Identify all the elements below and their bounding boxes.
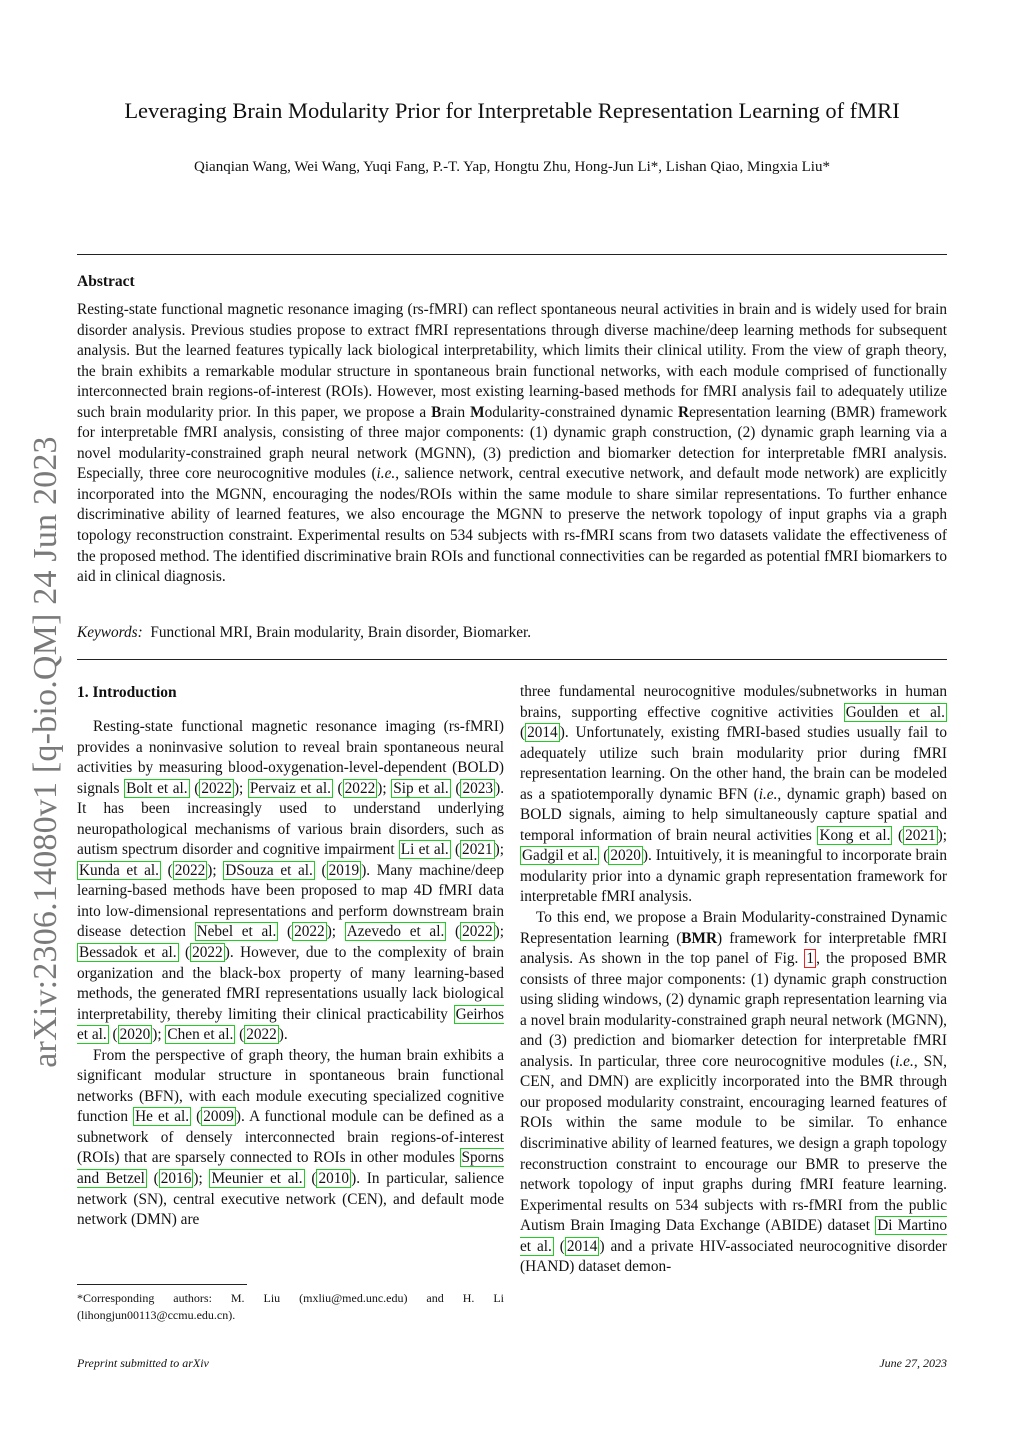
citation-link[interactable]: Bolt et al. [126, 779, 188, 797]
citation-link[interactable]: Geirhos et al. [77, 1005, 504, 1044]
citation-link[interactable]: Sip et al. [393, 779, 449, 797]
citation-link[interactable]: Sporns and Betzel [77, 1149, 504, 1188]
citation-year-link[interactable]: 2009 [203, 1108, 234, 1126]
citation-year-link[interactable]: 2020 [610, 847, 641, 865]
citation-link[interactable]: He et al. [135, 1108, 190, 1126]
citation-year-link[interactable]: 2014 [566, 1237, 598, 1255]
citation-link[interactable]: DSouza et al. [225, 861, 313, 879]
top-rule [77, 254, 947, 255]
keywords: Keywords: Functional MRI, Brain modularity, Brain disorder, Biomarker. [77, 624, 532, 641]
section-heading-introduction: 1. Introduction [77, 684, 177, 701]
intro-paragraph-1: Resting-state functional magnetic resonance imaging (rs-fMRI) provides a noninvasive solution to reveal brain spontaneous neural activities by measuring blood-oxygenation-level-dependent (BOLD) signals Bolt et al. ( 2022 ); Pervaiz et al. ( 2022 ); Sip et al. ( 2023 ). It has been increasingly used to understand underlying neuropathological mechanisms of various brain disorders, such as autism spectrum disorder and cognitive impairment Li et al. ( 2021 ); Kunda et al. ( 2022 ); DSouza et al. ( 2019 ). Many machine/deep learning-based methods have been proposed to map 4D fMRI data into low-dimensional representations and perform downstream brain disease detection Nebel et al. ( 2022 ); Azevedo et al. ( 2022 ); Bessadok et al. ( 2022 ). However, due to the complexity of brain organization and the black-box property of many learning-based methods, the generated fMRI representations usually lack biological interpretability, thereby limiting their clinical practicability Geirhos et al. ( 2020 ); Chen et al. ( 2022 ). [77, 718, 505, 1044]
author-list: Qianqian Wang, Wei Wang, Yuqi Fang, P.-T. Yap, Hongtu Zhu, Hong-Jun Li*, Lishan Qiao, Mingxia Liu* [194, 159, 830, 175]
abstract-heading: Abstract [77, 273, 135, 290]
citation-year-link[interactable]: 2020 [119, 1026, 151, 1044]
citation-year-link[interactable]: 2022 [192, 944, 223, 962]
citation-year-link[interactable]: 2022 [201, 779, 232, 797]
citation-link[interactable]: Goulden et al. [845, 703, 945, 721]
citation-link[interactable]: Gadgil et al. [522, 847, 598, 865]
citation-link[interactable]: Li et al. [400, 841, 449, 859]
left-column [77, 682, 504, 1231]
citation-link[interactable]: Kunda et al. [79, 861, 159, 879]
bottom-rule [77, 659, 947, 660]
figure-reference-link[interactable]: 1 [806, 950, 815, 968]
citation-year-link[interactable]: 2010 [318, 1170, 350, 1188]
citation-year-link[interactable]: 2022 [246, 1026, 277, 1044]
footer-preprint-note: Preprint submitted to arXiv [77, 1356, 209, 1370]
citation-link[interactable]: Bessadok et al. [79, 944, 177, 962]
citation-year-link[interactable]: 2016 [160, 1170, 192, 1188]
citation-year-link[interactable]: 2023 [462, 779, 494, 797]
footnote-rule [77, 1284, 247, 1285]
abstract-text: Resting-state functional magnetic resonance imaging (rs-fMRI) can reflect spontaneous neural activities in brain and is widely used for brain disorder analysis. Previous studies propose to extract fMRI representations through diverse machine/deep learning methods for subsequent analysis. But the learned features typically lack biological interpretability, which limits their clinical utility. From the view of graph theory, the brain exhibits a remarkable modular structure in spontaneous brain functional networks, with each module comprised of functionally interconnected brain regions-of-interest (ROIs). However, most existing learning-based methods for fMRI analysis fail to adequately utilize such brain modularity prior. In this paper, we propose a Brain Modularity-constrained dynamic Representation learning (BMR) framework for interpretable fMRI analysis, consisting of three major components: (1) dynamic graph construction, (2) dynamic graph learning via a novel modularity-constrained graph neural network (MGNN), (3) prediction and biomarker detection for interpretable fMRI analysis. Especially, three core neurocognitive modules (i.e., salience network, central executive network, and default mode network) are explicitly incorporated into the MGNN, encouraging the nodes/ROIs within the same module to share similar representations. To further enhance discriminative ability of learned features, we also encourage the MGNN to preserve the network topology of input graphs via a graph topology reconstruction constraint. Experimental results on 534 subjects with rs-fMRI scans from two datasets validate the effectiveness of the proposed method. The identified discriminative brain ROIs and functional connectivities can be regarded as potential fMRI biomarkers to aid in clinical diagnosis. [77, 301, 948, 586]
right-column [520, 682, 947, 1278]
footnote-corresponding-authors: *Corresponding authors: M. Liu (mxliu@med.unc.edu) and H. Li (lihongjun00113@ccmu.edu.cn). [77, 1291, 504, 1322]
paper-title: Leveraging Brain Modularity Prior for Interpretable Representation Learning of fMRI [124, 98, 900, 123]
citation-year-link[interactable]: 2022 [344, 779, 376, 797]
intro-paragraph-2-continued: three fundamental neurocognitive modules/subnetworks in human brains, supporting effective cognitive activities Goulden et al. ( 2014 ). Unfortunately, existing fMRI-based studies usually fail to adequately utilize such brain modularity prior during fMRI representation learning. On the other hand, the brain can be modeled as a spatiotemporally dynamic BFN (i.e., dynamic graph) based on BOLD signals, aiming to help simultaneously capture spatial and temporal information of brain neural activities Kong et al. ( 2021 ); Gadgil et al. ( 2020 ). Intuitively, it is meaningful to incorporate brain modularity prior into a dynamic graph representation framework for interpretable fMRI analysis. [520, 683, 948, 906]
citation-year-link[interactable]: 2021 [905, 826, 936, 844]
footer-date: June 27, 2023 [879, 1356, 947, 1370]
citation-year-link[interactable]: 2014 [527, 724, 558, 742]
citation-link[interactable]: Chen et al. [167, 1026, 234, 1044]
citation-year-link[interactable]: 2021 [462, 841, 493, 859]
intro-paragraph-3: To this end, we propose a Brain Modularity-constrained Dynamic Representation learning (BMR) framework for interpretable fMRI analysis. As shown in the top panel of Fig. 1 , the proposed BMR consists of three major components: (1) dynamic graph construction using sliding windows, (2) dynamic graph representation learning via a novel brain modularity-constrained graph neural network (MGNN), and (3) prediction and biomarker detection for interpretable fMRI analysis. In particular, three core neurocognitive modules (i.e., SN, CEN, and DMN) are explicitly incorporated into the BMR through our proposed modularity constraint, encouraging learned features of ROIs within the same module to be similar. To enhance discriminative ability of learned features, we design a graph topology reconstruction constraint to encourage our BMR to preserve the network topology of input graphs during fMRI feature learning. Experimental results on 534 subjects with rs-fMRI from the public Autism Brain Imaging Data Exchange (ABIDE) dataset Di Martino et al. ( 2014 ) and a private HIV-associated neurocognitive disorder (HAND) dataset demon- [520, 909, 948, 1276]
citation-link[interactable]: Kong et al. [819, 826, 891, 844]
citation-link[interactable]: Pervaiz et al. [249, 779, 331, 797]
citation-year-link[interactable]: 2022 [294, 923, 325, 941]
citation-year-link[interactable]: 2019 [328, 861, 360, 879]
citation-year-link[interactable]: 2022 [174, 861, 206, 879]
citation-link[interactable]: Di Martino et al. [520, 1217, 947, 1255]
citation-link[interactable]: Meunier et al. [211, 1170, 303, 1188]
citation-link[interactable]: Azevedo et al. [346, 923, 445, 941]
citation-year-link[interactable]: 2022 [462, 923, 493, 941]
citation-link[interactable]: Nebel et al. [196, 923, 277, 941]
intro-paragraph-2: From the perspective of graph theory, the human brain exhibits a significant modular structure in spontaneous brain functional networks (BFN), with each module executing specialized cognitive function He et al. ( 2009 ). A functional module can be defined as a subnetwork of densely interconnected brain regions-of-interest (ROIs) that are sparsely connected to ROIs in other modules Sporns and Betzel ( 2016 ); Meunier et al. ( 2010 ). In particular, salience network (SN), central executive network (CEN), and default mode network (DMN) are [77, 1046, 505, 1229]
arxiv-identifier: arXiv:2306.14080v1 [q-bio.QM] 24 Jun 2023 [27, 436, 64, 1068]
